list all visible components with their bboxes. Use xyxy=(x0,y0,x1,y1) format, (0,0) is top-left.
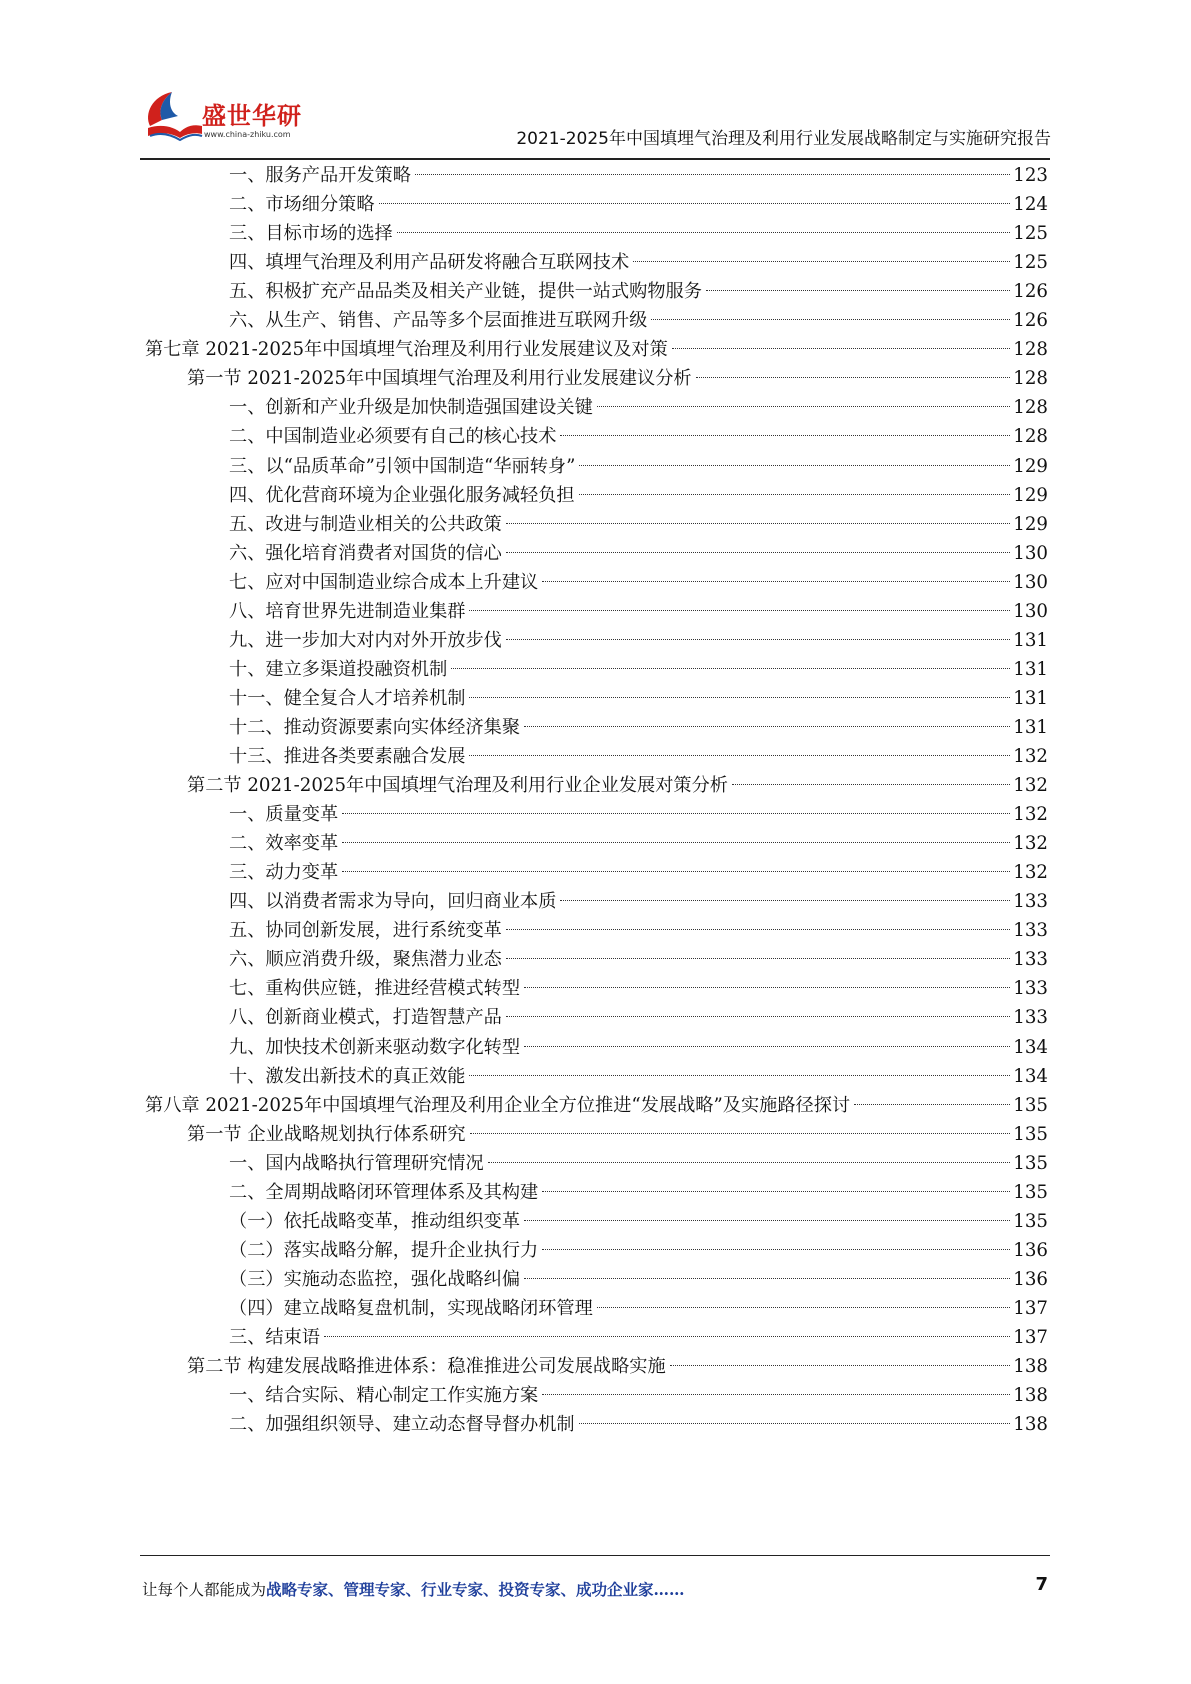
toc-entry-title: 一、创新和产业升级是加快制造强国建设关键 xyxy=(229,397,593,419)
toc-leader-dots xyxy=(470,1133,1011,1134)
toc-entry-page: 131 xyxy=(1013,658,1048,680)
toc-entry-title: 第二节 2021-2025年中国填埋气治理及利用行业企业发展对策分析 xyxy=(187,775,728,797)
toc-leader-dots xyxy=(488,1162,1011,1163)
toc-entry-title: 六、从生产、销售、产品等多个层面推进互联网升级 xyxy=(229,310,648,332)
toc-entry[interactable] xyxy=(229,945,1048,975)
toc-entry[interactable] xyxy=(229,393,1048,423)
toc-entry[interactable] xyxy=(229,481,1048,511)
toc-entry-title: 三、以“品质革命”引领中国制造“华丽转身” xyxy=(229,455,576,477)
toc-entry[interactable] xyxy=(229,742,1048,772)
toc-entry-page: 133 xyxy=(1013,978,1048,1000)
toc-leader-dots xyxy=(506,929,1010,930)
toc-leader-dots xyxy=(597,406,1011,407)
toc-entry-page: 126 xyxy=(1013,310,1048,332)
toc-entry-page: 132 xyxy=(1013,746,1048,767)
toc-entry-page: 128 xyxy=(1013,368,1048,390)
toc-entry-page: 131 xyxy=(1013,716,1048,738)
toc-leader-dots xyxy=(342,842,1010,843)
toc-entry[interactable] xyxy=(229,829,1048,859)
toc-entry[interactable] xyxy=(229,219,1048,249)
header-divider xyxy=(140,158,1050,160)
toc-entry-page: 130 xyxy=(1013,600,1048,622)
toc-entry-page: 131 xyxy=(1013,629,1048,651)
toc-entry-title: 三、目标市场的选择 xyxy=(229,223,393,245)
toc-entry[interactable] xyxy=(229,974,1048,1004)
footer-slogan-highlight: 战略专家、管理专家、行业专家、投资专家、成功企业家…… xyxy=(266,1580,685,1599)
toc-entry-page: 135 xyxy=(1013,1152,1048,1174)
brand-url: www.china-zhiku.com xyxy=(204,130,291,139)
toc-leader-dots xyxy=(342,871,1010,872)
toc-entry-page: 135 xyxy=(1013,1094,1048,1116)
toc-entry[interactable] xyxy=(229,1149,1048,1179)
toc-leader-dots xyxy=(560,435,1010,436)
toc-entry-title: 第一节 2021-2025年中国填埋气治理及利用行业发展建议分析 xyxy=(187,368,692,390)
toc-entry[interactable] xyxy=(229,277,1048,307)
toc-leader-dots xyxy=(342,813,1010,814)
toc-entry-page: 132 xyxy=(1013,833,1048,855)
toc-entry-title: 一、国内战略执行管理研究情况 xyxy=(229,1152,484,1174)
toc-entry-title: 三、结束语 xyxy=(229,1327,320,1348)
toc-leader-dots xyxy=(706,290,1010,291)
toc-entry-title: 五、协同创新发展，进行系统变革 xyxy=(229,920,502,942)
toc-leader-dots xyxy=(579,1423,1011,1424)
toc-entry-title: 二、市场细分策略 xyxy=(229,194,375,216)
toc-entry[interactable] xyxy=(229,1062,1048,1092)
toc-entry[interactable] xyxy=(229,713,1048,743)
toc-entry-page: 129 xyxy=(1013,513,1048,535)
toc-entry[interactable] xyxy=(229,452,1048,482)
logo xyxy=(140,86,300,150)
toc-entry[interactable] xyxy=(229,161,1048,191)
toc-entry-title: 四、以消费者需求为导向，回归商业本质 xyxy=(229,891,557,913)
toc-leader-dots xyxy=(579,465,1010,466)
toc-entry-title: 十、建立多渠道投融资机制 xyxy=(229,658,448,680)
toc-leader-dots xyxy=(469,1075,1010,1076)
toc-entry-title: （二）落实战略分解，提升企业执行力 xyxy=(229,1239,539,1261)
toc-entry-page: 132 xyxy=(1013,804,1048,826)
toc-leader-dots xyxy=(672,348,1010,349)
toc-leader-dots xyxy=(506,523,1010,524)
toc-leader-dots xyxy=(506,958,1010,959)
toc-entry-page: 133 xyxy=(1013,891,1048,913)
toc-entry[interactable] xyxy=(229,1323,1048,1353)
toc-leader-dots xyxy=(696,377,1011,378)
brand-name: 盛世华研 xyxy=(202,102,302,130)
toc-entry-page: 133 xyxy=(1013,1007,1048,1029)
toc-entry-page: 129 xyxy=(1013,455,1048,477)
toc-entry-page: 129 xyxy=(1013,484,1048,506)
toc-leader-dots xyxy=(732,784,1010,785)
toc-entry-page: 136 xyxy=(1013,1239,1048,1261)
toc-leader-dots xyxy=(506,639,1010,640)
toc-leader-dots xyxy=(451,668,1010,669)
toc-entry-page: 138 xyxy=(1013,1356,1048,1378)
toc-leader-dots xyxy=(579,494,1011,495)
toc-entry-page: 132 xyxy=(1013,862,1048,884)
toc-entry[interactable] xyxy=(229,597,1048,627)
page-header xyxy=(0,0,1191,160)
footer-divider xyxy=(140,1555,1050,1556)
toc-entry[interactable] xyxy=(187,364,1048,394)
toc-entry-title: 四、填埋气治理及利用产品研发将融合互联网技术 xyxy=(229,252,630,274)
toc-entry[interactable] xyxy=(229,1236,1048,1266)
toc-entry-title: 六、顺应消费升级，聚焦潜力业态 xyxy=(229,949,502,971)
toc-entry-page: 137 xyxy=(1013,1297,1048,1319)
toc-entry-page: 123 xyxy=(1013,165,1048,186)
toc-entry-page: 131 xyxy=(1013,687,1048,709)
toc-entry[interactable] xyxy=(229,916,1048,946)
toc-entry-page: 130 xyxy=(1013,571,1048,593)
toc-entry-title: （一）依托战略变革，推动组织变革 xyxy=(229,1210,521,1232)
toc-entry-title: 五、积极扩充产品品类及相关产业链，提供一站式购物服务 xyxy=(229,281,702,303)
toc-entry[interactable] xyxy=(229,1207,1048,1237)
toc-leader-dots xyxy=(542,1394,1010,1395)
footer-slogan xyxy=(142,1578,685,1600)
toc-entry[interactable] xyxy=(229,1265,1048,1295)
toc-leader-dots xyxy=(524,1278,1010,1279)
report-title: 2021-2025年中国填埋气治理及利用行业发展战略制定与实施研究报告 xyxy=(516,129,1051,149)
toc-leader-dots xyxy=(670,1365,1011,1366)
toc-entry-page: 137 xyxy=(1013,1327,1048,1348)
toc-entry-page: 130 xyxy=(1013,542,1048,564)
toc-entry-title: 二、效率变革 xyxy=(229,833,339,855)
toc-entry-page: 126 xyxy=(1013,281,1048,303)
toc-leader-dots xyxy=(469,755,1010,756)
toc-leader-dots xyxy=(397,232,1011,233)
toc-entry-title: 一、服务产品开发策略 xyxy=(229,165,411,186)
toc-leader-dots xyxy=(651,319,1010,320)
toc-entry[interactable] xyxy=(229,684,1048,714)
toc-entry-page: 136 xyxy=(1013,1268,1048,1290)
toc-leader-dots xyxy=(469,697,1010,698)
toc-entry-title: 一、质量变革 xyxy=(229,804,339,826)
toc-entry-page: 134 xyxy=(1013,1065,1048,1087)
toc-entry-title: 六、强化培育消费者对国货的信心 xyxy=(229,542,502,564)
toc-entry-title: 十二、推动资源要素向实体经济集聚 xyxy=(229,716,521,738)
toc-entry-title: 二、全周期战略闭环管理体系及其构建 xyxy=(229,1181,539,1203)
toc-entry-title: （四）建立战略复盘机制，实现战略闭环管理 xyxy=(229,1297,593,1319)
toc-entry-page: 128 xyxy=(1013,397,1048,419)
toc-entry-title: 十、激发出新技术的真正效能 xyxy=(229,1065,466,1087)
toc-entry-page: 128 xyxy=(1013,339,1048,361)
toc-leader-dots xyxy=(524,726,1010,727)
toc-entry[interactable] xyxy=(229,1381,1048,1411)
toc-entry-title: 九、进一步加大对内对外开放步伐 xyxy=(229,629,502,651)
toc-entry-title: 八、培育世界先进制造业集群 xyxy=(229,600,466,622)
toc-entry-title: 八、创新商业模式，打造智慧产品 xyxy=(229,1007,502,1029)
toc-entry-page: 133 xyxy=(1013,920,1048,942)
page-number: 7 xyxy=(1035,1574,1048,1595)
toc-leader-dots xyxy=(524,1046,1010,1047)
toc-entry-page: 135 xyxy=(1013,1210,1048,1232)
toc-leader-dots xyxy=(469,610,1010,611)
toc-entry[interactable] xyxy=(145,335,1048,365)
toc-entry-title: 七、应对中国制造业综合成本上升建议 xyxy=(229,571,539,593)
toc-entry[interactable] xyxy=(229,1294,1048,1324)
toc-leader-dots xyxy=(597,1307,1011,1308)
footer-slogan-lead: 让每个人都能成为 xyxy=(142,1581,267,1599)
toc-leader-dots xyxy=(415,174,1010,175)
toc-leader-dots xyxy=(506,552,1010,553)
toc-leader-dots xyxy=(379,203,1011,204)
toc-leader-dots xyxy=(324,1336,1010,1337)
toc-entry[interactable] xyxy=(229,190,1048,220)
toc-entry-title: 第七章 2021-2025年中国填埋气治理及利用行业发展建议及对策 xyxy=(145,339,668,361)
toc-entry-title: 三、动力变革 xyxy=(229,862,339,884)
toc-entry[interactable] xyxy=(229,568,1048,598)
toc-entry-title: 第一节 企业战略规划执行体系研究 xyxy=(187,1123,466,1145)
toc-leader-dots xyxy=(854,1104,1010,1105)
toc-leader-dots xyxy=(524,987,1010,988)
toc-leader-dots xyxy=(633,261,1010,262)
toc-entry-title: 第二节 构建发展战略推进体系：稳准推进公司发展战略实施 xyxy=(187,1356,666,1378)
toc-entry[interactable] xyxy=(229,655,1048,685)
toc-entry-page: 132 xyxy=(1013,775,1048,797)
toc-entry-page: 135 xyxy=(1013,1181,1048,1203)
toc-entry[interactable] xyxy=(187,1120,1048,1150)
toc-entry-page: 138 xyxy=(1013,1385,1048,1407)
toc-entry-title: 十一、健全复合人才培养机制 xyxy=(229,687,466,709)
toc-entry-page: 125 xyxy=(1013,223,1048,245)
toc-entry[interactable] xyxy=(229,626,1048,656)
toc-entry[interactable] xyxy=(187,771,1048,801)
toc-entry[interactable] xyxy=(229,422,1048,452)
toc-entry-page: 128 xyxy=(1013,426,1048,448)
toc-entry-title: 四、优化营商环境为企业强化服务减轻负担 xyxy=(229,484,575,506)
toc-entry[interactable] xyxy=(229,887,1048,917)
toc-leader-dots xyxy=(506,1016,1010,1017)
toc-entry[interactable] xyxy=(229,1410,1048,1440)
toc-entry-title: （三）实施动态监控，强化战略纠偏 xyxy=(229,1268,521,1290)
toc-entry-page: 134 xyxy=(1013,1036,1048,1058)
toc-entry-title: 二、加强组织领导、建立动态督导督办机制 xyxy=(229,1414,575,1436)
toc-entry[interactable] xyxy=(229,306,1048,336)
toc-entry-page: 133 xyxy=(1013,949,1048,971)
toc-entry-title: 二、中国制造业必须要有自己的核心技术 xyxy=(229,426,557,448)
toc-leader-dots xyxy=(542,1249,1010,1250)
toc-leader-dots xyxy=(560,900,1010,901)
toc-entry-title: 十三、推进各类要素融合发展 xyxy=(229,746,466,767)
toc-entry[interactable] xyxy=(187,1352,1048,1382)
toc-entry[interactable] xyxy=(229,539,1048,569)
toc-entry-page: 135 xyxy=(1013,1123,1048,1145)
toc-leader-dots xyxy=(542,1191,1010,1192)
toc-leader-dots xyxy=(524,1220,1010,1221)
toc-entry[interactable] xyxy=(229,510,1048,540)
toc-entry-title: 七、重构供应链，推进经营模式转型 xyxy=(229,978,521,1000)
toc-entry[interactable] xyxy=(229,1003,1048,1033)
toc-entry-title: 九、加快技术创新来驱动数字化转型 xyxy=(229,1036,521,1058)
toc-entry-title: 五、改进与制造业相关的公共政策 xyxy=(229,513,502,535)
toc-entry-page: 124 xyxy=(1013,194,1048,216)
toc-leader-dots xyxy=(542,581,1010,582)
toc-entry[interactable] xyxy=(145,1091,1048,1121)
toc-entry[interactable] xyxy=(229,1033,1048,1063)
toc-entry-title: 第八章 2021-2025年中国填埋气治理及利用企业全方位推进“发展战略”及实施路径探讨 xyxy=(145,1094,851,1116)
toc-entry[interactable] xyxy=(229,858,1048,888)
toc-entry-page: 125 xyxy=(1013,252,1048,274)
logo-mark-icon xyxy=(140,86,204,150)
toc-entry[interactable] xyxy=(229,800,1048,830)
toc-entry[interactable] xyxy=(229,248,1048,278)
toc-entry[interactable] xyxy=(229,1178,1048,1208)
toc-entry-title: 一、结合实际、精心制定工作实施方案 xyxy=(229,1385,539,1407)
toc-entry-page: 138 xyxy=(1013,1414,1048,1436)
